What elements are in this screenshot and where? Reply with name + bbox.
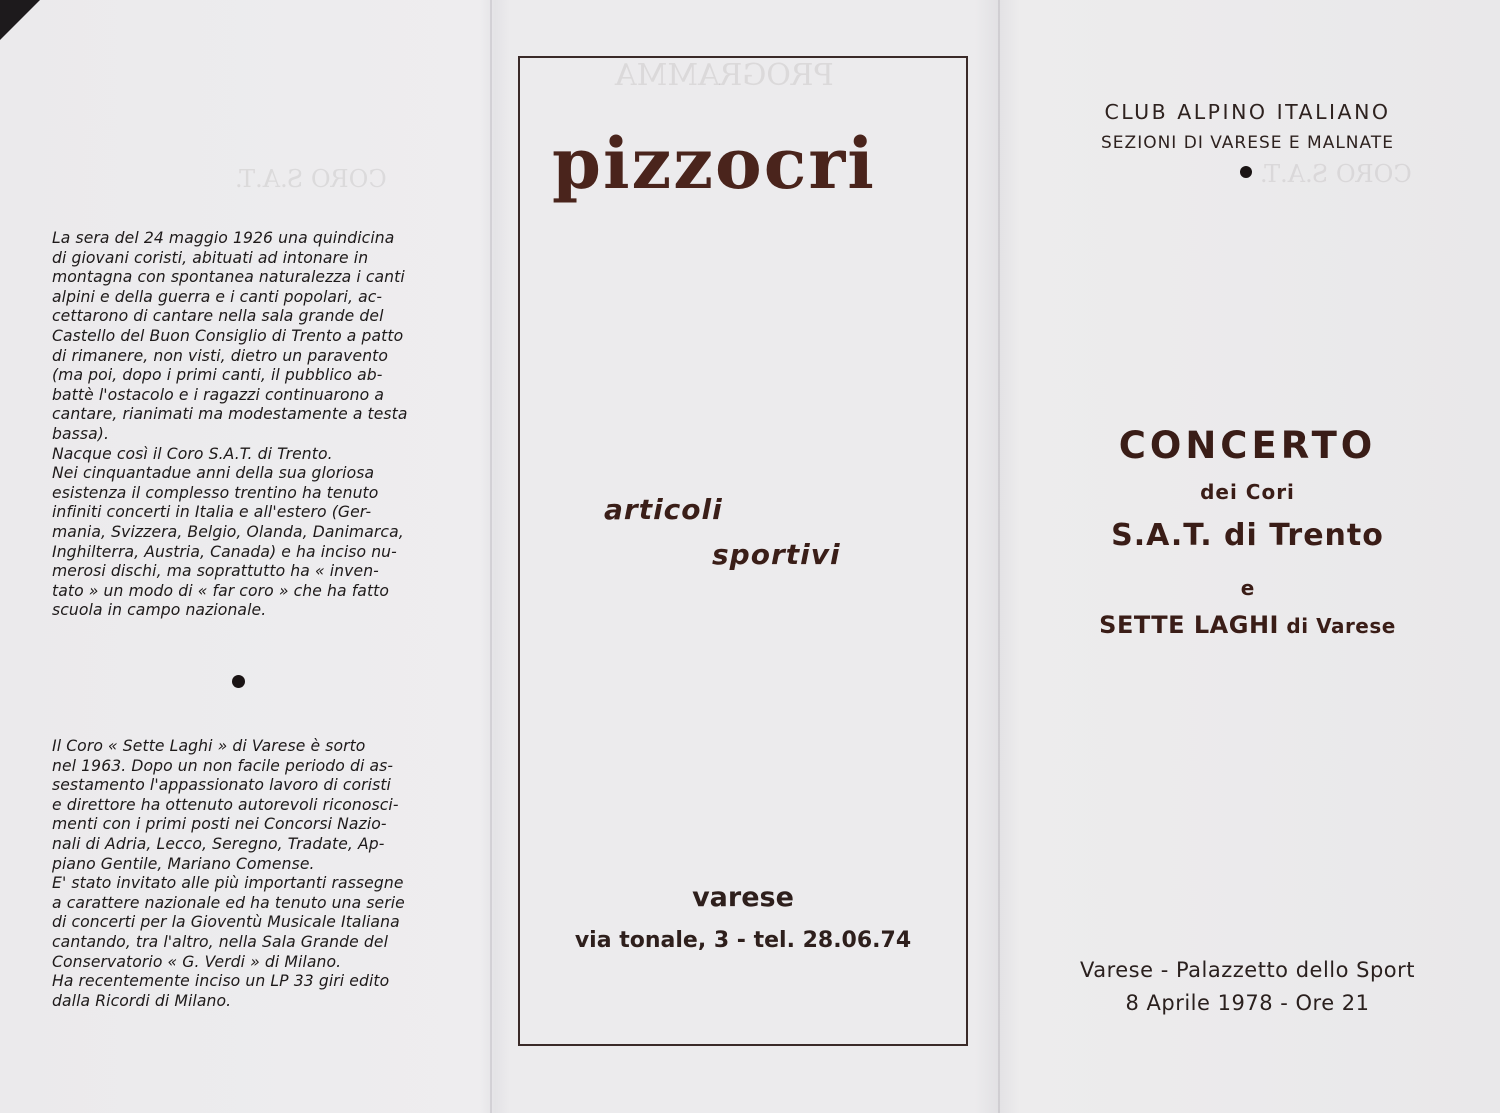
choir-sat-trento: S.A.T. di Trento <box>1111 518 1384 553</box>
text-line: scuola in campo nazionale. <box>52 601 267 620</box>
text-line: piano Gentile, Mariano Comense. <box>52 854 315 873</box>
text-line: battè l'ostacolo e i ragazzi continuarono a <box>52 385 385 404</box>
ad-brand: pizzocri <box>552 122 876 205</box>
paragraph-sat <box>52 229 432 621</box>
concert-date: 8 Aprile 1978 - Ore 21 <box>1125 991 1370 1015</box>
text-line: E' stato invitato alle più importanti rassegne <box>52 874 404 893</box>
ad-line-sportivi: sportivi <box>712 538 841 571</box>
text-line: nali di Adria, Lecco, Seregno, Tradate, Ap- <box>52 834 385 853</box>
text-line: esistenza il complesso trentino ha tenuto <box>52 483 379 502</box>
text-line: dalla Ricordi di Milano. <box>52 991 232 1010</box>
text-line: menti con i primi posti nei Concorsi Nazio- <box>52 815 387 834</box>
choir-sette-laghi-rest: di Varese <box>1278 614 1396 638</box>
choir-sette-laghi-bold: SETTE LAGHI <box>1099 611 1279 639</box>
history-sette-laghi <box>52 737 432 1011</box>
ghost-programma: PROGRAMMA <box>615 58 834 93</box>
text-line: sestamento l'appassionato lavoro di coristi <box>52 776 391 795</box>
ad-city: varese <box>692 882 794 913</box>
paragraph-sette-laghi <box>52 737 432 1011</box>
text-line: Ha recentemente inciso un LP 33 giri edito <box>52 972 390 991</box>
text-line: di giovani coristi, abituati ad intonare in <box>52 248 369 267</box>
text-line: nel 1963. Dopo un non facile periodo di as- <box>52 756 394 775</box>
text-line: (ma poi, dopo i primi canti, il pubblico ab- <box>52 366 383 385</box>
ghost-coro-right: CORO S.A.T. <box>1260 160 1412 188</box>
text-line: mania, Svizzera, Belgio, Olanda, Danimarca, <box>52 522 404 541</box>
choir-sette-laghi <box>1020 611 1475 639</box>
text-line: montagna con spontanea naturalezza i canti <box>52 268 405 287</box>
choir-conjunction: e <box>1240 576 1255 600</box>
text-line: e direttore ha ottenuto autorevoli riconosci- <box>52 795 399 814</box>
bullet-dot <box>232 675 245 688</box>
text-line: Conservatorio « G. Verdi » di Milano. <box>52 952 342 971</box>
text-line: di concerti per la Gioventù Musicale Italiana <box>52 913 400 932</box>
text-line: tato » un modo di « far coro » che ha fatto <box>52 581 390 600</box>
text-line: Nei cinquantadue anni della sua gloriosa <box>52 464 375 483</box>
fold-line-right <box>998 0 1000 1113</box>
text-line: Inghilterra, Austria, Canada) e ha inciso nu- <box>52 542 397 561</box>
ad-line-articoli: articoli <box>604 493 723 526</box>
text-line: Il Coro « Sette Laghi » di Varese è sorto <box>52 737 366 755</box>
text-line: di rimanere, non visti, dietro un paravento <box>52 346 389 365</box>
club-sections: SEZIONI DI VARESE E MALNATE <box>1101 133 1394 153</box>
history-sat <box>52 229 432 621</box>
text-line: a carattere nazionale ed ha tenuto una serie <box>52 893 405 912</box>
text-line: Castello del Buon Consiglio di Trento a patto <box>52 326 404 345</box>
text-line: La sera del 24 maggio 1926 una quindicina <box>52 229 395 247</box>
text-line: cantare, rianimati ma modestamente a testa <box>52 405 408 424</box>
text-line: cantando, tra l'altro, nella Sala Grande del <box>52 932 389 951</box>
concert-title: CONCERTO <box>1118 424 1377 467</box>
text-line: cettarono di cantare nella sala grande del <box>52 307 384 326</box>
ghost-coro-left: CORO S.A.T. <box>235 165 387 193</box>
text-line: Nacque così il Coro S.A.T. di Trento. <box>52 444 333 463</box>
concert-dei-cori: dei Cori <box>1200 480 1295 504</box>
fold-line-left <box>490 0 492 1113</box>
club-name: CLUB ALPINO ITALIANO <box>1104 100 1391 124</box>
text-line: alpini e della guerra e i canti popolari, ac- <box>52 287 383 306</box>
bullet-dot-cover <box>1240 166 1252 178</box>
concert-venue: Varese - Palazzetto dello Sport <box>1079 958 1416 982</box>
ad-address: via tonale, 3 - tel. 28.06.74 <box>574 928 912 953</box>
text-line: infiniti concerti in Italia e all'estero (Ger- <box>52 503 372 522</box>
text-line: bassa). <box>52 424 109 443</box>
text-line: merosi dischi, ma soprattutto ha « inven- <box>52 562 379 581</box>
torn-corner <box>0 0 40 40</box>
